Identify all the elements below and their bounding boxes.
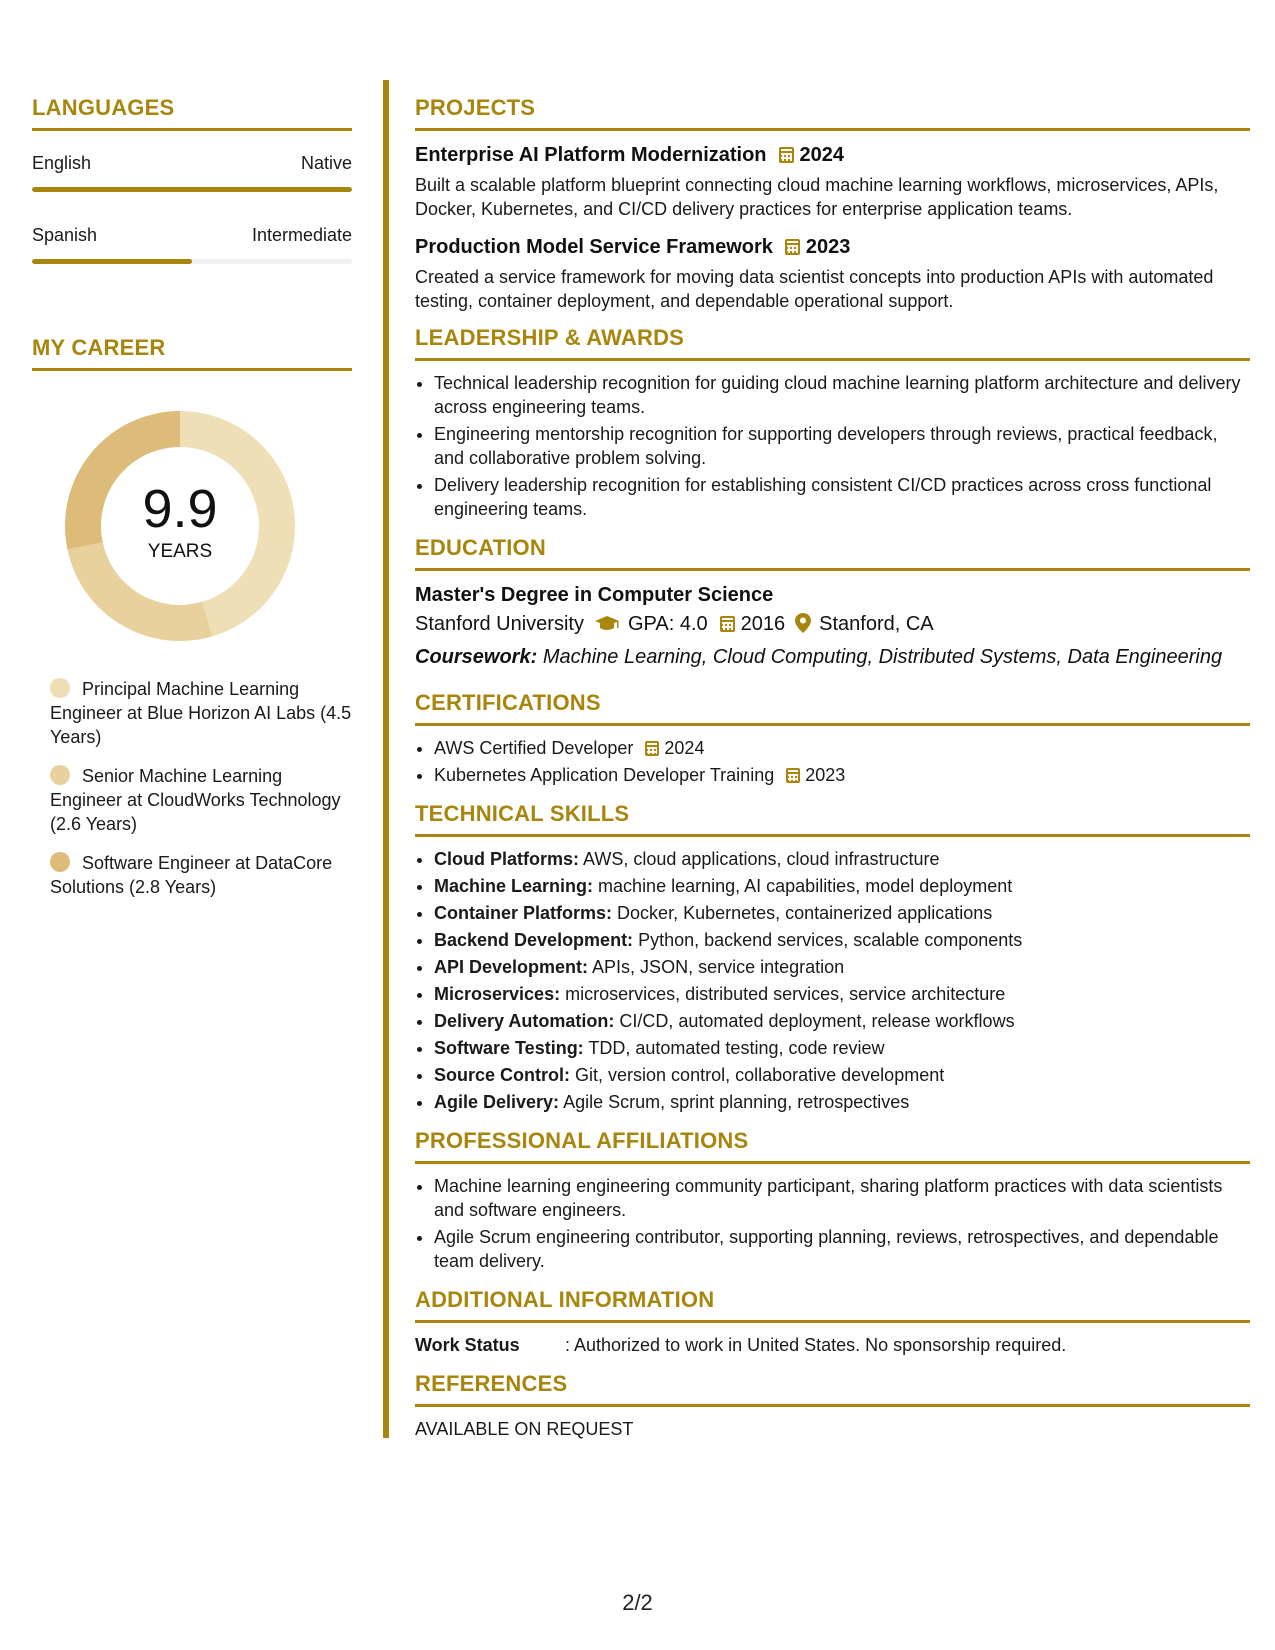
list-item: • Engineering mentorship recognition for supporting developers through reviews, practical feedback, and collaborative problem solving. <box>434 422 1250 470</box>
skill-label: Cloud Platforms: <box>434 849 580 869</box>
education-school: Stanford University <box>415 613 584 635</box>
skill-value: APIs, JSON, service integration <box>592 957 845 977</box>
project-description: Created a service framework for moving data scientist concepts into production APIs with automated testing, container deployment, and dependable operational support. <box>415 267 1214 311</box>
language-proficiency-fill <box>32 259 192 264</box>
projects-heading: PROJECTS <box>415 95 1250 131</box>
list-item: • Technical leadership recognition for guiding cloud machine learning platform architecture and delivery across engineering teams. <box>434 371 1250 419</box>
language-row-english <box>32 153 352 203</box>
language-proficiency-track <box>32 187 352 192</box>
skill-value: machine learning, AI capabilities, model deployment <box>598 876 1013 896</box>
skill-item <box>434 1063 1250 1087</box>
projects-section <box>415 95 1250 313</box>
calendar-icon <box>785 239 800 255</box>
skill-value: AWS, cloud applications, cloud infrastructure <box>583 849 940 869</box>
certification-item <box>434 736 1250 760</box>
skills-list <box>415 847 1250 1114</box>
affiliations-section <box>415 1128 1250 1273</box>
legend-dot-icon <box>50 852 70 872</box>
skill-value: microservices, distributed services, service architecture <box>565 984 1006 1004</box>
donut-center <box>65 411 295 641</box>
skill-label: Machine Learning: <box>434 876 594 896</box>
skill-item <box>434 1036 1250 1060</box>
skill-value: Python, backend services, scalable components <box>638 930 1023 950</box>
certification-year: 2023 <box>805 765 846 785</box>
skill-item <box>434 1090 1250 1114</box>
coursework-label: Coursework: <box>415 646 538 668</box>
leadership-heading: LEADERSHIP & AWARDS <box>415 325 1250 361</box>
career-role-text: Senior Machine Learning Engineer at CloudWorks Technology (2.6 Years) <box>50 766 341 834</box>
skill-label: API Development: <box>434 957 589 977</box>
legend-dot-icon <box>50 678 70 698</box>
leadership-list <box>415 371 1250 521</box>
language-proficiency-fill <box>32 187 352 192</box>
references-heading: REFERENCES <box>415 1371 1250 1407</box>
skill-label: Backend Development: <box>434 930 634 950</box>
education-year: 2016 <box>740 613 786 635</box>
legend-dot-icon <box>50 765 70 785</box>
project-title-row <box>415 141 1250 169</box>
career-role-text: Principal Machine Learning Engineer at Blue Horizon AI Labs (4.5 Years) <box>50 679 352 747</box>
certifications-list <box>415 736 1250 787</box>
language-level: Native <box>300 153 352 173</box>
skill-value: CI/CD, automated deployment, release workflows <box>619 1011 1015 1031</box>
education-coursework <box>415 642 1250 672</box>
skill-value: TDD, automated testing, code review <box>588 1038 885 1058</box>
skill-item <box>434 1009 1250 1033</box>
language-name: English <box>32 153 92 173</box>
graduation-cap-icon <box>594 612 620 642</box>
education-degree: Master's Degree in Computer Science <box>415 584 774 606</box>
work-status-label: Work Status <box>415 1335 520 1355</box>
education-heading: EDUCATION <box>415 535 1250 571</box>
skill-value: Docker, Kubernetes, containerized applications <box>617 903 993 923</box>
skill-item <box>434 874 1250 898</box>
additional-info-section <box>415 1287 1250 1357</box>
education-section <box>415 535 1250 672</box>
references-text: AVAILABLE ON REQUEST <box>415 1419 634 1439</box>
list-item: • Delivery leadership recognition for establishing consistent CI/CD practices across cross functional engineering teams. <box>434 473 1250 521</box>
skill-item <box>434 955 1250 979</box>
work-status-value: : Authorized to work in United States. No sponsorship required. <box>565 1335 1067 1355</box>
skill-item <box>434 928 1250 952</box>
project-year: 2023 <box>805 236 851 258</box>
career-heading: MY CAREER <box>32 335 352 371</box>
skill-value: Git, version control, collaborative development <box>575 1065 945 1085</box>
additional-info-heading: ADDITIONAL INFORMATION <box>415 1287 1250 1323</box>
career-total-years: 9.9 <box>142 479 218 539</box>
work-status-row <box>415 1333 1250 1357</box>
list-item: • Agile Scrum engineering contributor, supporting planning, reviews, retrospectives, and dependable team delivery. <box>434 1225 1250 1273</box>
project-description: Built a scalable platform blueprint connecting cloud machine learning workflows, microservices, APIs, Docker, Kubernetes, and CI/CD delivery practices for enterprise application teams. <box>415 175 1219 219</box>
skill-label: Source Control: <box>434 1065 571 1085</box>
skill-label: Microservices: <box>434 984 561 1004</box>
career-role-item <box>50 764 352 836</box>
column-divider <box>383 80 389 1438</box>
affiliations-heading: PROFESSIONAL AFFILIATIONS <box>415 1128 1250 1164</box>
career-role-text: Software Engineer at DataCore Solutions (2.8 Years) <box>50 853 333 897</box>
language-name: Spanish <box>32 225 98 245</box>
project-year: 2024 <box>799 144 845 166</box>
career-donut-chart <box>65 411 295 641</box>
career-role-item <box>50 851 352 899</box>
skill-value: Agile Scrum, sprint planning, retrospectives <box>563 1092 910 1112</box>
certification-name: AWS Certified Developer <box>434 738 634 758</box>
right-column <box>415 95 1250 1441</box>
affiliations-list <box>415 1174 1250 1273</box>
calendar-icon <box>786 768 800 783</box>
calendar-icon <box>720 616 735 632</box>
career-total-unit: YEARS <box>147 541 213 562</box>
skill-label: Software Testing: <box>434 1038 584 1058</box>
language-level: Intermediate <box>251 225 352 245</box>
language-row-spanish <box>32 225 352 275</box>
skill-item <box>434 847 1250 871</box>
skill-label: Agile Delivery: <box>434 1092 560 1112</box>
languages-heading: LANGUAGES <box>32 95 352 131</box>
career-role-item <box>50 677 352 749</box>
skills-heading: TECHNICAL SKILLS <box>415 801 1250 837</box>
project-title: Enterprise AI Platform Modernization <box>415 144 767 166</box>
project-title-row <box>415 233 1250 261</box>
career-roles-list <box>50 677 352 899</box>
references-section <box>415 1371 1250 1441</box>
education-details <box>415 609 1250 642</box>
left-column <box>32 95 352 914</box>
calendar-icon <box>645 741 659 756</box>
project-title: Production Model Service Framework <box>415 236 773 258</box>
skill-item <box>434 982 1250 1006</box>
skills-section <box>415 801 1250 1114</box>
language-proficiency-track <box>32 259 352 264</box>
coursework-list: Machine Learning, Cloud Computing, Distributed Systems, Data Engineering <box>542 646 1223 668</box>
list-item: • Machine learning engineering community participant, sharing platform practices with data scientists and software engineers. <box>434 1174 1250 1222</box>
certifications-section <box>415 690 1250 787</box>
education-gpa: GPA: 4.0 <box>627 613 708 635</box>
page-number: 2/2 <box>622 1590 653 1615</box>
skill-label: Delivery Automation: <box>434 1011 615 1031</box>
location-pin-icon <box>795 612 811 642</box>
certification-name: Kubernetes Application Developer Training <box>434 765 775 785</box>
certifications-heading: CERTIFICATIONS <box>415 690 1250 726</box>
education-location: Stanford, CA <box>819 613 934 635</box>
certification-year: 2024 <box>664 738 705 758</box>
certification-item <box>434 763 1250 787</box>
calendar-icon <box>779 147 794 163</box>
skill-item <box>434 901 1250 925</box>
skill-label: Container Platforms: <box>434 903 613 923</box>
leadership-section <box>415 325 1250 521</box>
